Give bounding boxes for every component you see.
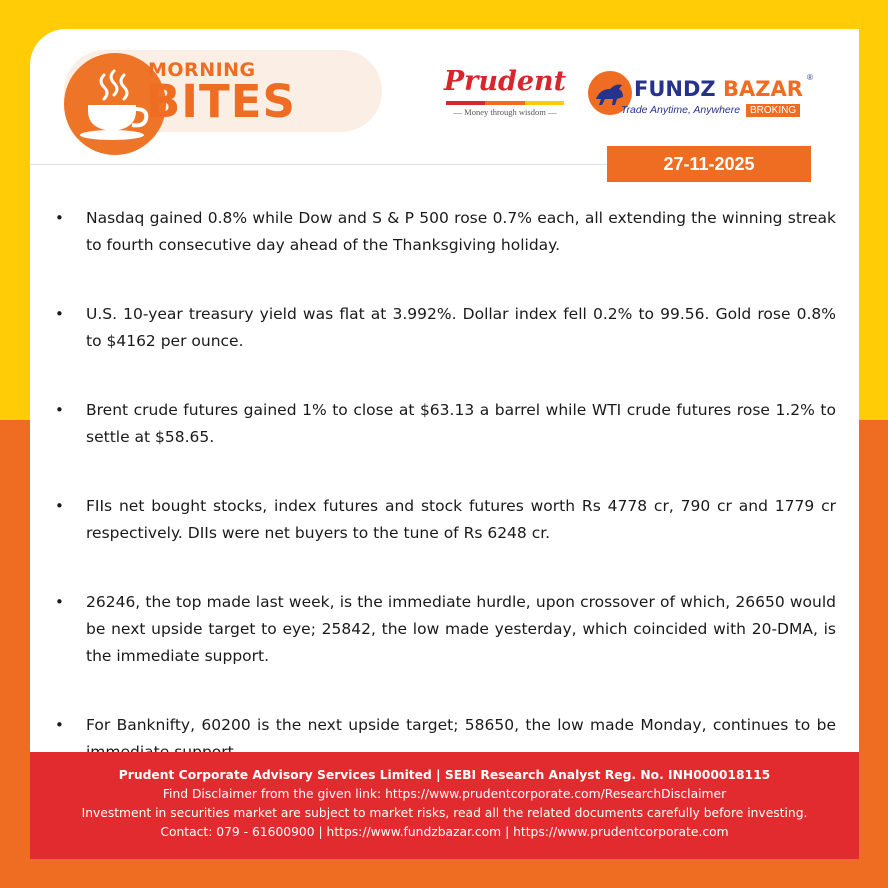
registered-mark: ® (807, 73, 813, 82)
date-badge: 27-11-2025 (607, 146, 811, 182)
prudent-logo (442, 67, 568, 117)
disclaimer-footer (30, 752, 859, 859)
broking-badge: BROKING (746, 104, 800, 117)
fundzbazar-wordmark (634, 77, 803, 101)
fundz-text: FUNDZ (634, 77, 716, 101)
fundz-tagline-text: Trade Anytime, Anywhere (620, 104, 741, 116)
bullet-item: • Brent crude futures gained 1% to close at $63.13 a barrel while WTI crude futures rose 1.2% to settle at $58.65. (55, 397, 836, 451)
bullet-item: • 26246, the top made last week, is the immediate hurdle, upon crossover of which, 26650 would be next upside target to eye; 25842, the low made yesterday, which coincided with 20-DMA, is the immediate support. (55, 589, 836, 670)
footer-risk-line: Investment in securities market are subject to market risks, read all the related documents carefully before investing. (81, 806, 808, 820)
market-bullets (55, 205, 836, 808)
bullet-item: • U.S. 10-year treasury yield was flat at 3.992%. Dollar index fell 0.2% to 99.56. Gold rose 0.8% to $4162 per ounce. (55, 301, 836, 355)
prudent-color-bar (446, 101, 564, 105)
prudent-wordmark: Prudent (443, 66, 567, 97)
bullet-item: • For Banknifty, 60200 is the next upside target; 58650, the low made Monday, continues to be (55, 712, 836, 766)
header-divider (30, 164, 607, 165)
bullet-item: • FIIs net bought stocks, index futures and stock futures worth Rs 4778 cr, 790 cr and 1779 cr respectively. DIIs were net buyers to the tune of Rs 6248 cr. (55, 493, 836, 547)
bullet-item: • Nasdaq gained 0.8% while Dow and S & P 500 rose 0.7% each, all extending the winning streak to fourth consecutive day ahead of the Thanksgiving holiday. (55, 205, 836, 259)
fundzbazar-tagline (615, 104, 800, 117)
etrade-e: e (615, 104, 621, 116)
morning-bites-card (30, 29, 859, 859)
bazar-text: BAZAR (722, 77, 803, 101)
footer-company-line: Prudent Corporate Advisory Services Limited | SEBI Research Analyst Reg. No. INH000018115 (118, 768, 771, 782)
morning-label: MORNING (148, 59, 256, 81)
footer-contact-line[interactable]: Contact: 079 - 61600900 | https://www.fundzbazar.com | https://www.prudentcorporate.com (160, 825, 729, 839)
footer-disclaimer-link[interactable]: Find Disclaimer from the given link: https://www.prudentcorporate.com/ResearchDisclaimer (162, 787, 727, 801)
bites-title: BITES (146, 75, 296, 128)
prudent-tagline: — Money through wisdom — (453, 107, 557, 117)
